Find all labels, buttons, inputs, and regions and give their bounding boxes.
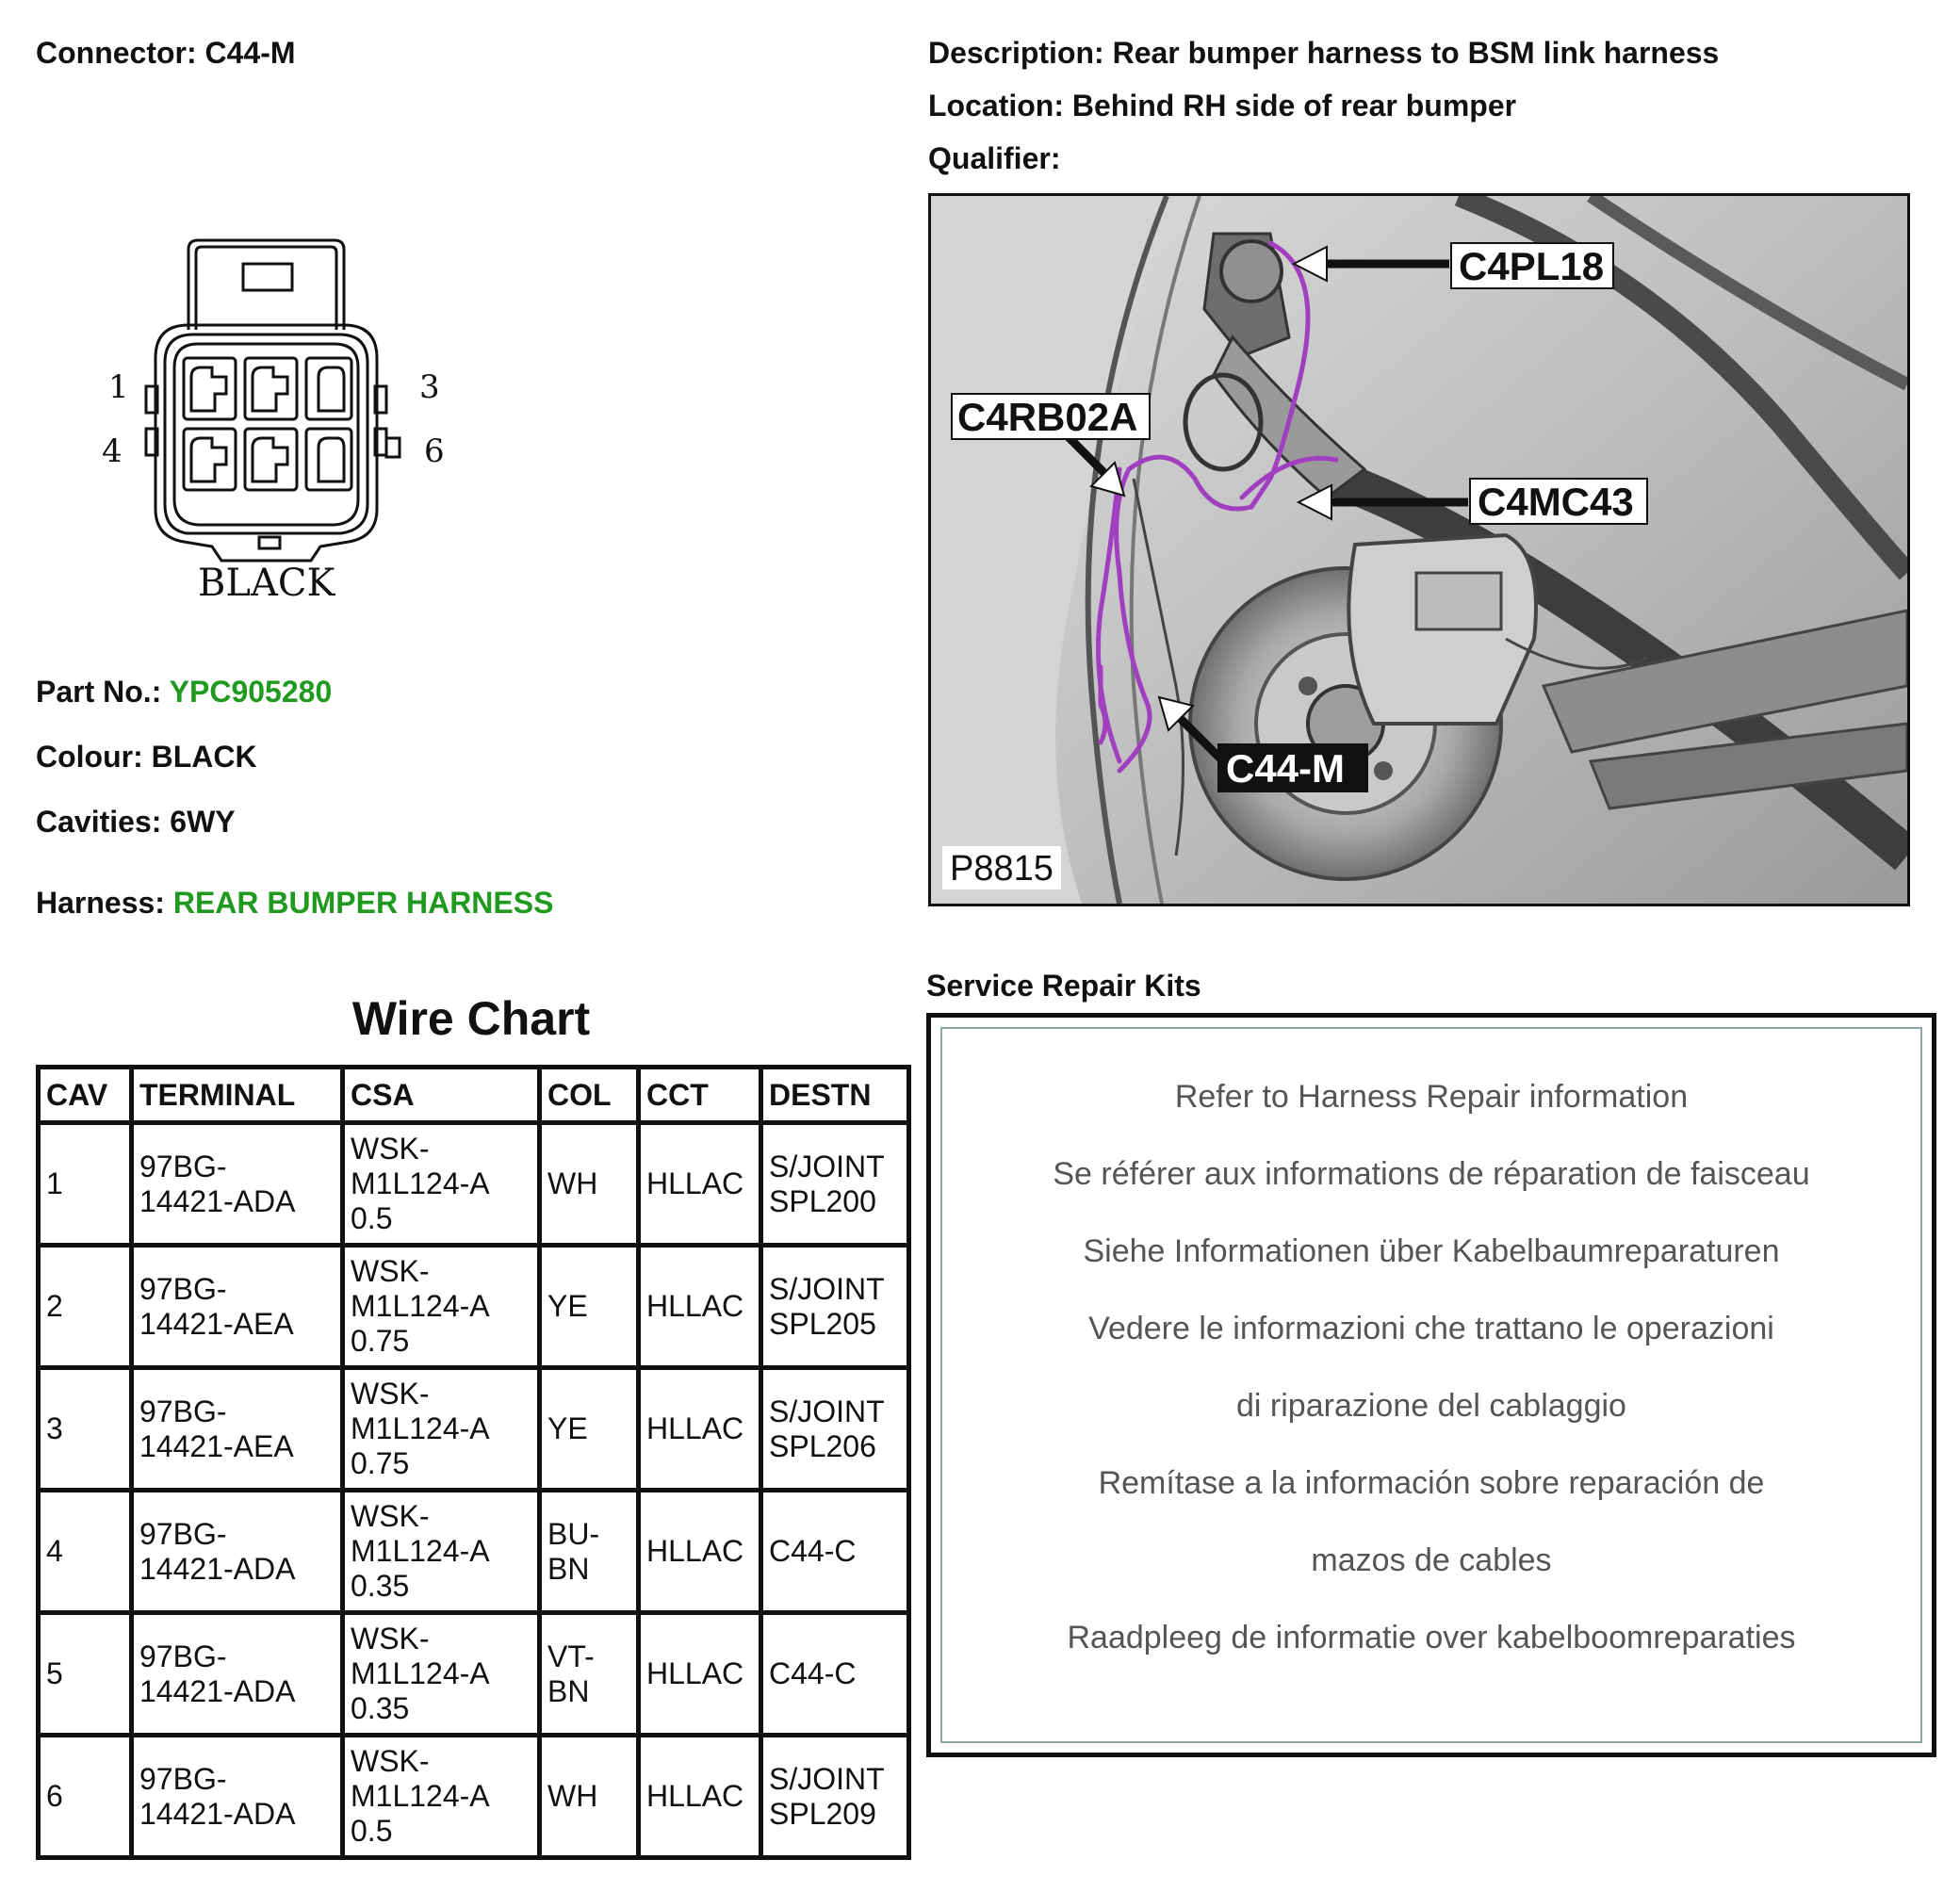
cell-terminal: 97BG- 14421-AEA (132, 1368, 343, 1491)
cell-cct: HLLAC (639, 1736, 761, 1858)
cell-csa: WSK- M1L124-A 0.75 (343, 1246, 540, 1368)
cell-cav: 5 (39, 1613, 132, 1736)
col-header-terminal: TERMINAL (132, 1068, 343, 1123)
cell-cav: 6 (39, 1736, 132, 1858)
connector-location-photo (928, 193, 1910, 906)
cell-destn: C44-C (761, 1491, 909, 1613)
cell-col: VT- BN (540, 1613, 639, 1736)
cell-cct: HLLAC (639, 1123, 761, 1246)
cell-csa: WSK- M1L124-A 0.35 (343, 1613, 540, 1736)
service-repair-kits-inner (940, 1027, 1922, 1743)
wire-chart-title: Wire Chart (351, 992, 591, 1045)
qualifier-line: Qualifier: (928, 141, 1061, 175)
pin-label-1: 1 (108, 368, 129, 406)
col-header-cct: CCT (639, 1068, 761, 1123)
cell-cct: HLLAC (639, 1491, 761, 1613)
callout-c4pl18: C4PL18 (1459, 244, 1605, 288)
harness-value: REAR BUMPER HARNESS (172, 886, 554, 920)
col-header-destn: DESTN (761, 1068, 909, 1123)
callout-c4mc43: C4MC43 (1478, 480, 1634, 524)
wire-chart-header-row (39, 1068, 909, 1123)
pin-label-3: 3 (419, 368, 440, 406)
description-line: Description: Rear bumper harness to BSM link harness (928, 36, 1720, 70)
cell-col: WH (540, 1123, 639, 1246)
repair-info-it-2: di riparazione del cablaggio (1236, 1388, 1626, 1424)
wire-chart-row (39, 1246, 909, 1368)
wire-chart-row (39, 1613, 909, 1736)
connector-face-diagram (94, 236, 471, 612)
location-line: Location: Behind RH side of rear bumper (928, 89, 1517, 122)
wire-chart-row (39, 1736, 909, 1858)
col-header-csa: CSA (343, 1068, 540, 1123)
cell-cct: HLLAC (639, 1246, 761, 1368)
wire-chart-row (39, 1491, 909, 1613)
callout-c4rb02a: C4RB02A (957, 395, 1138, 439)
description-value: Rear bumper harness to BSM link harness (1112, 36, 1720, 70)
location-illustration (931, 196, 1907, 904)
connector-id: C44-M (204, 36, 296, 70)
pin-label-4: 4 (102, 432, 122, 470)
connector-heading: Connector: C44-M (36, 36, 296, 70)
repair-info-en: Refer to Harness Repair information (1174, 1079, 1689, 1115)
cell-terminal: 97BG- 14421-ADA (132, 1123, 343, 1246)
figure-id: P8815 (950, 849, 1054, 889)
colour-value: BLACK (151, 740, 257, 774)
cell-destn: S/JOINT SPL200 (761, 1123, 909, 1246)
cell-terminal: 97BG- 14421-ADA (132, 1491, 343, 1613)
cell-destn: S/JOINT SPL205 (761, 1246, 909, 1368)
service-repair-kits-box (926, 1013, 1936, 1757)
cell-cct: HLLAC (639, 1613, 761, 1736)
cell-col: BU- BN (540, 1491, 639, 1613)
cell-cav: 2 (39, 1246, 132, 1368)
pin-label-6: 6 (424, 432, 445, 470)
part-number-value: YPC905280 (169, 675, 333, 709)
repair-info-nl: Raadpleeg de informatie over kabelboomreparaties (1067, 1620, 1796, 1656)
wire-chart-row (39, 1368, 909, 1491)
location-value: Behind RH side of rear bumper (1071, 89, 1517, 122)
cell-col: WH (540, 1736, 639, 1858)
cell-cav: 1 (39, 1123, 132, 1246)
cell-csa: WSK- M1L124-A 0.5 (343, 1736, 540, 1858)
cell-destn: S/JOINT SPL206 (761, 1368, 909, 1491)
wire-chart-table (36, 1065, 911, 1860)
cell-terminal: 97BG- 14421-ADA (132, 1736, 343, 1858)
cell-cct: HLLAC (639, 1368, 761, 1491)
repair-info-fr: Se référer aux informations de réparation de faisceau (1053, 1156, 1810, 1192)
repair-info-it-1: Vedere le informazioni che trattano le operazioni (1088, 1311, 1774, 1346)
connector-colour-text: BLACK (198, 562, 335, 605)
cell-terminal: 97BG- 14421-ADA (132, 1613, 343, 1736)
col-header-cav: CAV (39, 1068, 132, 1123)
cell-csa: WSK- M1L124-A 0.5 (343, 1123, 540, 1246)
cell-csa: WSK- M1L124-A 0.35 (343, 1491, 540, 1613)
cell-destn: C44-C (761, 1613, 909, 1736)
col-header-col: COL (540, 1068, 639, 1123)
cell-cav: 4 (39, 1491, 132, 1613)
cavities-value: 6WY (170, 805, 236, 839)
repair-info-es-1: Remítase a la información sobre reparación de (1098, 1465, 1765, 1501)
cell-cav: 3 (39, 1368, 132, 1491)
cell-col: YE (540, 1246, 639, 1368)
cell-csa: WSK- M1L124-A 0.75 (343, 1368, 540, 1491)
colour-line: Colour: BLACK (36, 740, 257, 774)
service-repair-kits-title: Service Repair Kits (926, 969, 1201, 1003)
cell-col: YE (540, 1368, 639, 1491)
wire-chart-row (39, 1123, 909, 1246)
cell-destn: S/JOINT SPL209 (761, 1736, 909, 1858)
callout-c44-m: C44-M (1226, 746, 1346, 791)
cell-terminal: 97BG- 14421-AEA (132, 1246, 343, 1368)
repair-info-es-2: mazos de cables (1311, 1542, 1552, 1578)
cavities-line: Cavities: 6WY (36, 805, 236, 839)
harness-line: Harness: REAR BUMPER HARNESS (36, 886, 554, 920)
part-number-line: Part No.: YPC905280 (36, 675, 333, 709)
repair-info-de: Siehe Informationen über Kabelbaumreparaturen (1083, 1233, 1780, 1269)
